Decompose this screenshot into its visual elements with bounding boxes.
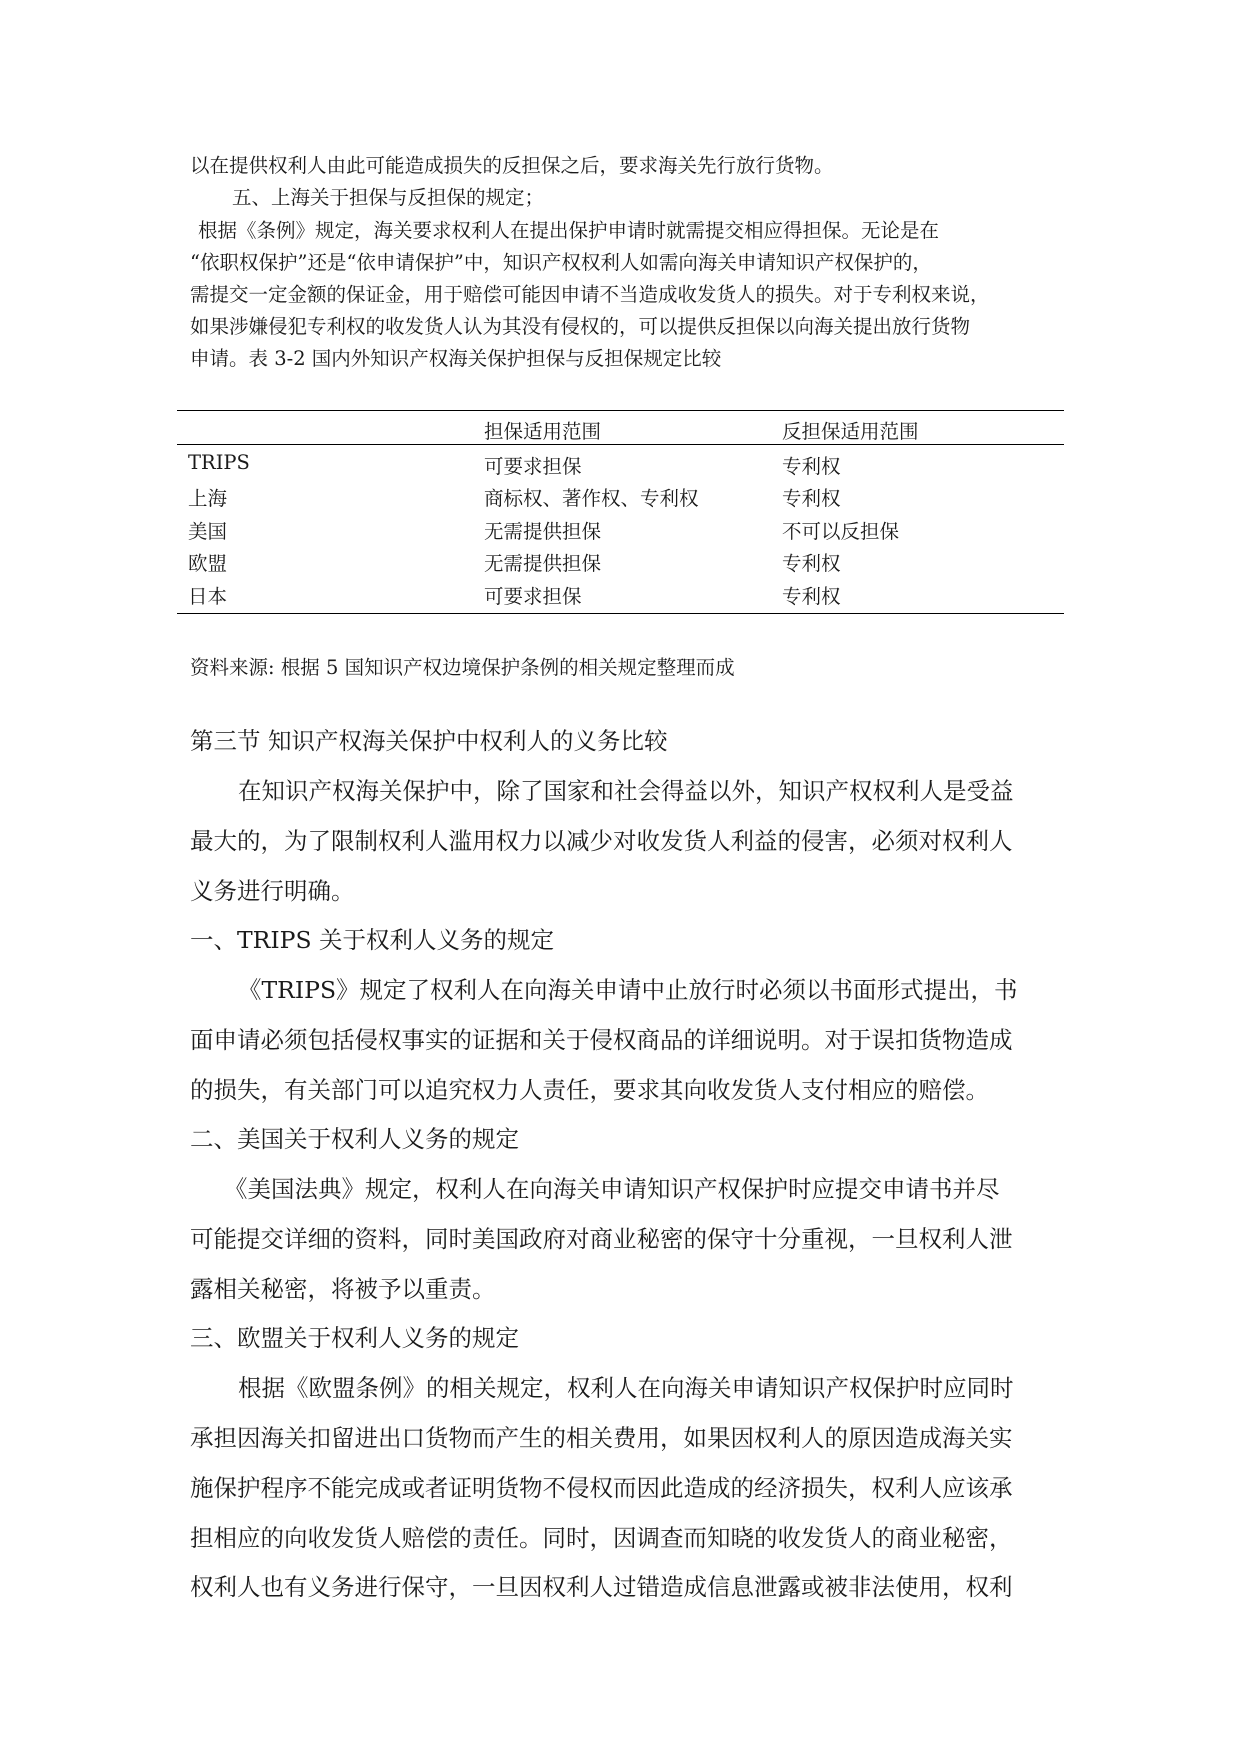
- paragraph-line: 施保护程序不能完成或者证明货物不侵权而因此造成的经济损失，权利人应该承: [190, 1474, 1013, 1502]
- table-cell: 专利权: [782, 455, 841, 478]
- paragraph-line: 在知识产权海关保护中，除了国家和社会得益以外，知识产权权利人是受益: [238, 777, 1014, 805]
- table-cell: 可要求担保: [484, 585, 582, 608]
- subsection-heading: 二、美国关于权利人义务的规定: [190, 1125, 519, 1153]
- table-header-cell: 反担保适用范围: [782, 420, 919, 443]
- subsection-heading: 一、TRIPS 关于权利人义务的规定: [190, 926, 555, 954]
- paragraph-line: 最大的，为了限制权利人滥用权力以减少对收发货人利益的侵害，必须对权利人: [190, 827, 1013, 855]
- paragraph-line: 《TRIPS》规定了权利人在向海关申请中止放行时必须以书面形式提出，书: [238, 976, 1018, 1004]
- paragraph-line: 露相关秘密，将被予以重责。: [190, 1275, 496, 1303]
- table-top-rule: [177, 410, 1064, 411]
- paragraph-line: 需提交一定金额的保证金，用于赔偿可能因申请不当造成收发货人的损失。对于专利权来说，: [190, 283, 990, 306]
- table-cell: 无需提供担保: [484, 552, 602, 575]
- table-cell: 专利权: [782, 487, 841, 510]
- table-header-rule: [177, 444, 1064, 445]
- section-heading: 五、上海关于担保与反担保的规定；: [232, 186, 545, 209]
- table-cell: 专利权: [782, 552, 841, 575]
- paragraph-line: 《美国法典》规定，权利人在向海关申请知识产权保护时应提交申请书并尽: [224, 1175, 1000, 1203]
- paragraph-line: 承担因海关扣留进出口货物而产生的相关费用，如果因权利人的原因造成海关实: [190, 1424, 1013, 1452]
- paragraph-line: 的损失，有关部门可以追究权力人责任，要求其向收发货人支付相应的赔偿。: [190, 1076, 989, 1104]
- paragraph-line: 以在提供权利人由此可能造成损失的反担保之后，要求海关先行放行货物。: [190, 154, 834, 177]
- table-source-note: 资料来源: 根据 5 国知识产权边境保护条例的相关规定整理而成: [190, 656, 735, 679]
- paragraph-line: 可能提交详细的资料，同时美国政府对商业秘密的保守十分重视，一旦权利人泄: [190, 1225, 1013, 1253]
- table-cell: 日本: [188, 585, 228, 608]
- table-cell: 美国: [188, 520, 228, 543]
- table-cell: 专利权: [782, 585, 841, 608]
- paragraph-line: 担相应的向收发货人赔偿的责任。同时，因调查而知晓的收发货人的商业秘密，: [190, 1524, 1013, 1552]
- paragraph-line: 根据《条例》规定，海关要求权利人在提出保护申请时就需提交相应得担保。无论是在: [198, 219, 940, 242]
- subsection-heading: 三、欧盟关于权利人义务的规定: [190, 1324, 519, 1352]
- table-cell: 可要求担保: [484, 455, 582, 478]
- table-cell: TRIPS: [188, 451, 250, 474]
- paragraph-line: “依职权保护”还是“依申请保护”中，知识产权权利人如需向海关申请知识产权保护的，: [190, 251, 932, 274]
- table-bottom-rule: [177, 613, 1064, 614]
- table-caption: 申请。表 3-2 国内外知识产权海关保护担保与反担保规定比较: [190, 347, 722, 370]
- section-title: 第三节 知识产权海关保护中权利人的义务比较: [190, 727, 668, 755]
- table-cell: 欧盟: [188, 552, 228, 575]
- table-header-cell: 担保适用范围: [484, 420, 602, 443]
- paragraph-line: 义务进行明确。: [190, 877, 355, 905]
- paragraph-line: 权利人也有义务进行保守，一旦因权利人过错造成信息泄露或被非法使用，权利: [190, 1573, 1013, 1601]
- paragraph-line: 面申请必须包括侵权事实的证据和关于侵权商品的详细说明。对于误扣货物造成: [190, 1026, 1013, 1054]
- paragraph-line: 根据《欧盟条例》的相关规定，权利人在向海关申请知识产权保护时应同时: [238, 1374, 1014, 1402]
- table-cell: 上海: [188, 487, 228, 510]
- table-cell: 无需提供担保: [484, 520, 602, 543]
- paragraph-line: 如果涉嫌侵犯专利权的收发货人认为其没有侵权的，可以提供反担保以向海关提出放行货物: [190, 315, 971, 338]
- table-cell: 不可以反担保: [782, 520, 900, 543]
- table-cell: 商标权、著作权、专利权: [484, 487, 699, 510]
